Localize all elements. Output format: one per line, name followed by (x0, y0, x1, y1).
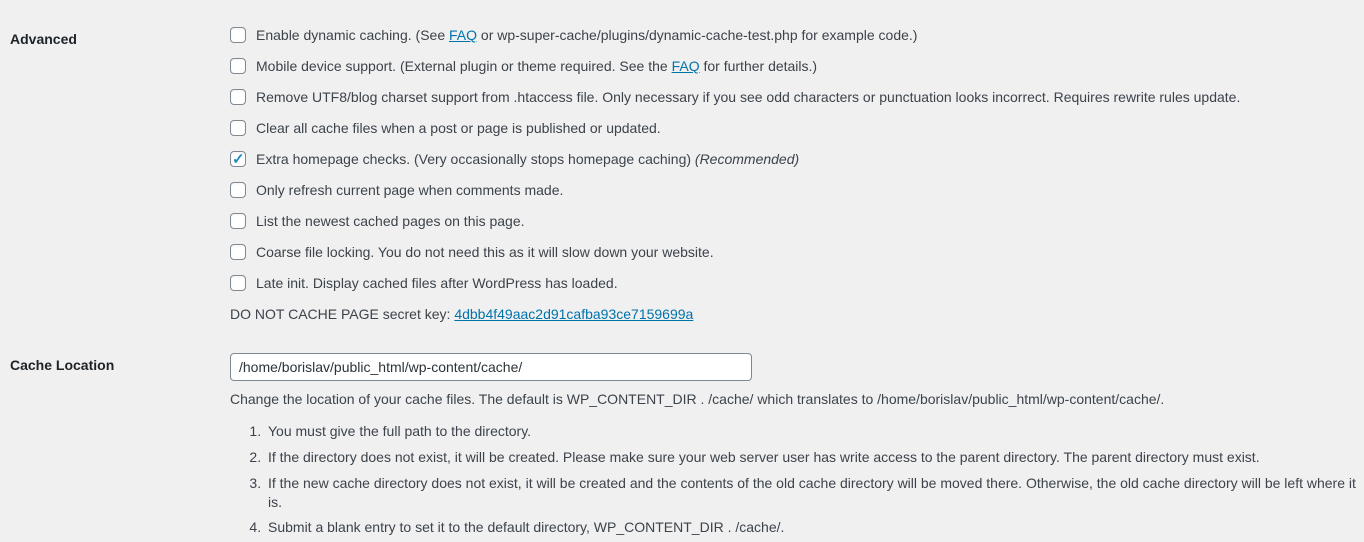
option-clear-cache-on-publish[interactable] (230, 120, 1364, 136)
faq-link[interactable]: FAQ (449, 27, 478, 43)
option-extra-homepage-checks[interactable] (230, 151, 1364, 167)
enable-dynamic-caching-checkbox[interactable] (230, 27, 246, 43)
option-late-init[interactable] (230, 275, 1364, 291)
option-label (256, 151, 799, 167)
faq-link[interactable]: FAQ (671, 58, 700, 74)
cache-location-notes-list (230, 422, 1364, 537)
option-label: List the newest cached pages on this page. (256, 213, 525, 229)
label-text: Mobile device support. (External plugin or theme required. See the (256, 58, 672, 74)
list-newest-cached-pages-checkbox[interactable] (230, 213, 246, 229)
option-enable-dynamic-caching[interactable] (230, 27, 1364, 43)
cache-location-input[interactable] (230, 353, 752, 381)
only-refresh-current-page-checkbox[interactable] (230, 182, 246, 198)
option-only-refresh-current-page[interactable] (230, 182, 1364, 198)
remove-utf8-charset-checkbox[interactable] (230, 89, 246, 105)
option-label: Coarse file locking. You do not need this as it will slow down your website. (256, 244, 714, 260)
do-not-cache-secret-key-line (230, 306, 1364, 322)
mobile-device-support-checkbox[interactable] (230, 58, 246, 74)
option-remove-utf8-charset[interactable] (230, 89, 1364, 105)
note-item: 2. If the directory does not exist, it will be created. Please make sure your web server user has write access to the parent directory. The parent directory must exist. (265, 448, 1364, 467)
secret-key-label: DO NOT CACHE PAGE secret key: (230, 306, 455, 322)
option-label: Late init. Display cached files after WordPress has loaded. (256, 275, 618, 291)
secret-key-link[interactable]: 4dbb4f49aac2d91cafba93ce7159699a (454, 306, 694, 322)
option-label: Remove UTF8/blog charset support from .htaccess file. Only necessary if you see odd characters or punctuation looks incorrect. Requires rewrite rules update. (256, 89, 1241, 105)
extra-homepage-checks-checkbox[interactable] (230, 151, 246, 167)
option-mobile-device-support[interactable] (230, 58, 1364, 74)
advanced-options (230, 27, 1364, 322)
clear-cache-on-publish-checkbox[interactable] (230, 120, 246, 136)
option-list-newest-cached-pages[interactable] (230, 213, 1364, 229)
label-text: for further details.) (699, 58, 818, 74)
note-item: 1. You must give the full path to the directory. (265, 422, 1364, 441)
option-label (256, 27, 917, 43)
advanced-row (0, 27, 1364, 322)
option-label (256, 58, 817, 74)
advanced-section-label: Advanced (10, 31, 77, 47)
note-item: 4. Submit a blank entry to set it to the default directory, WP_CONTENT_DIR . /cache/. (265, 518, 1364, 537)
cache-location-label: Cache Location (10, 357, 115, 373)
cache-location-row (0, 353, 1364, 542)
option-coarse-file-locking[interactable] (230, 244, 1364, 260)
late-init-checkbox[interactable] (230, 275, 246, 291)
cache-location-content (230, 353, 1364, 542)
option-label: Only refresh current page when comments made. (256, 182, 564, 198)
label-text: or wp-super-cache/plugins/dynamic-cache-test.php for example code.) (477, 27, 918, 43)
option-label: Clear all cache files when a post or page is published or updated. (256, 120, 661, 136)
label-text: Extra homepage checks. (Very occasionally stops homepage caching) (256, 151, 695, 167)
note-item: 3. If the new cache directory does not exist, it will be created and the contents of the old cache directory will be moved there. Otherwise, the old cache directory will be left where it is. (265, 474, 1364, 512)
cache-location-description: Change the location of your cache files. The default is WP_CONTENT_DIR . /cache/ which translates to /home/borislav/public_html/wp-content/cache/. (230, 391, 1165, 407)
recommended-note: (Recommended) (694, 151, 800, 167)
coarse-file-locking-checkbox[interactable] (230, 244, 246, 260)
label-text: Enable dynamic caching. (See (256, 27, 449, 43)
